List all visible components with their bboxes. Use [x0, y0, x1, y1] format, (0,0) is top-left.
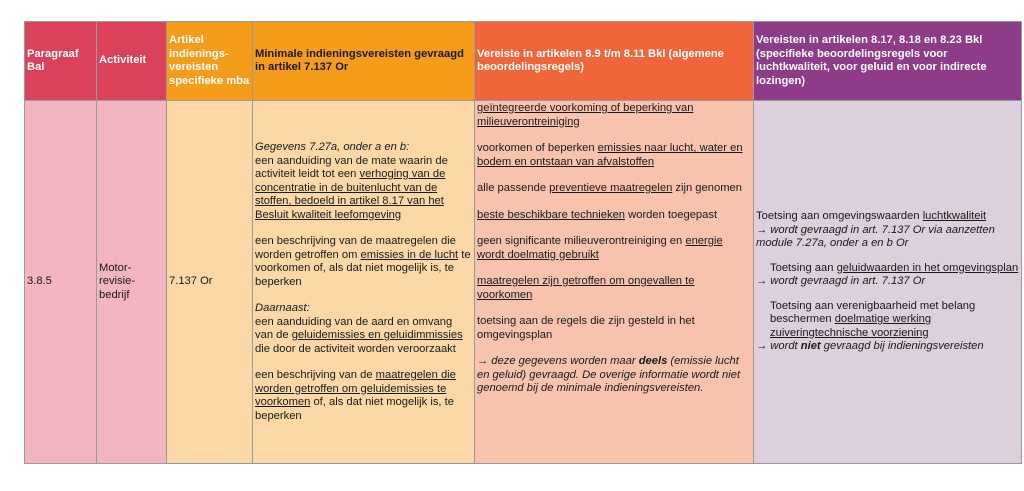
cell-activiteit: Motor-revisie-bedrijf — [97, 101, 167, 464]
toets3-underline: doelmatige werking zuiveringtechnische voorziening — [770, 313, 932, 339]
minimale-p2-underline: emissies in de lucht — [360, 248, 459, 261]
vereiste-l4-underline: beste beschikbare technieken — [477, 208, 626, 221]
vereiste-item-1 — [477, 102, 751, 129]
toets1-note: → wordt gevraagd in art. 7.137 Or via aanzetten module 7.27a, onder a en b Or — [756, 223, 995, 250]
vereiste-note-c: (emissie lucht en geluid) gevraagd. De overige informatie wordt niet genoemd bij de minimale indieningsvereisten. — [477, 355, 741, 394]
vereiste-item-4 — [477, 209, 751, 223]
toets3-note-bold: niet — [800, 340, 821, 353]
vereiste-l1: geïntegreerde voorkoming of beperking van milieuverontreiniging — [477, 102, 694, 128]
toets-zuivering — [756, 300, 1019, 354]
minimale-p2-rest: te voorkomen of, als dat niet mogelijk is, te beperken — [255, 248, 471, 288]
toets2-text: Toetsing aan — [770, 261, 837, 274]
vereiste-l2-underline: emissies naar lucht, water en bodem en ontstaan van afvalstoffen — [477, 142, 743, 168]
header-paragraaf: Paragraaf Bal — [25, 22, 97, 101]
minimale-p1-text: een aanduiding van de mate waarin de activiteit leidt tot een — [255, 154, 448, 180]
cell-vereisten-817 — [754, 101, 1022, 464]
minimale-intro: Gegevens 7.27a, onder a en b: — [255, 141, 410, 153]
vereiste-l6-underline: maatregelen zijn getroffen om ongevallen te voorkomen — [477, 275, 695, 301]
minimale-block-4 — [255, 369, 472, 423]
minimale-p1-underline: verhoging van de concentratie in de buitenlucht van de stoffen, bedoeld in artikel 8.17 van het Besluit kwaliteit leefomgeving — [255, 168, 446, 221]
header-activiteit: Activiteit — [97, 22, 167, 101]
minimale-p4-text: een beschrijving van de — [255, 369, 376, 381]
cell-vereiste-89 — [475, 101, 754, 464]
cell-paragraaf: 3.8.5 — [25, 101, 97, 464]
toets2-underline: geluidwaarden in het omgevingsplan — [836, 261, 1019, 274]
toets3-note-c: gevraagd bij indieningsvereisten — [820, 340, 984, 353]
header-vereisten-817: Vereisten in artikelen 8.17, 8.18 en 8.23 Bkl (specifieke beoordelingsregels voor luchtkwaliteit, voor geluid en voor indirecte lozingen) — [754, 22, 1022, 101]
minimale-p4-rest: of, als dat niet mogelijk is, te beperken — [255, 396, 454, 422]
vereiste-l5-text: geen significante milieuverontreiniging en — [477, 235, 686, 247]
minimale-daarnaast: Daarnaast: — [255, 302, 310, 314]
vereiste-l3-rest: zijn genomen — [672, 182, 742, 194]
vereiste-item-3 — [477, 182, 751, 196]
requirements-table — [24, 21, 1022, 464]
header-row — [25, 22, 1022, 101]
toets2-note: → wordt gevraagd in art. 7.137 Or — [756, 275, 926, 288]
minimale-p3-rest: die door de activiteit worden veroorzaakt — [255, 342, 456, 355]
vereiste-note-bold: deels — [638, 355, 668, 367]
toets-luchtkwaliteit — [756, 210, 1019, 251]
minimale-p4-underline: maatregelen die worden getroffen om geluidemissies te voorkomen — [255, 369, 456, 408]
toets-geluid — [756, 262, 1019, 289]
vereiste-item-7 — [477, 315, 751, 342]
vereiste-l5-underline: energie wordt doelmatig gebruikt — [477, 235, 723, 261]
minimale-block-3 — [255, 302, 472, 356]
minimale-p3-underline: geluidemissies en geluidimmissies — [291, 329, 463, 341]
toets3-note — [756, 340, 1019, 354]
cell-minimale — [253, 101, 475, 464]
vereiste-note-a: → deze gegevens worden maar — [477, 355, 639, 367]
vereiste-l3-underline: preventieve maatregelen — [549, 182, 673, 194]
vereiste-l3-text: alle passende — [477, 182, 550, 194]
header-artikel: Artikel indienings-vereisten specifieke mba — [167, 22, 253, 101]
vereiste-l7: toetsing aan de regels die zijn gesteld in het omgevingsplan — [477, 315, 695, 341]
toets3-note-a: → wordt — [756, 340, 801, 353]
toets3-text: Toetsing aan verenigbaarheid met belang beschermen — [770, 299, 976, 326]
header-minimale: Minimale indieningsvereisten gevraagd in artikel 7.137 Or — [253, 22, 475, 101]
vereiste-l2-text: voorkomen of beperken — [477, 142, 598, 154]
vereiste-note — [477, 355, 751, 396]
minimale-p2-text: een beschrijving van de maatregelen die worden getroffen om — [255, 235, 456, 261]
minimale-block-2 — [255, 235, 472, 289]
vereiste-item-6 — [477, 275, 751, 302]
table-row — [25, 101, 1022, 464]
vereiste-l4-rest: worden toegepast — [625, 208, 718, 221]
vereiste-item-5 — [477, 235, 751, 262]
vereiste-item-2 — [477, 142, 751, 169]
cell-artikel: 7.137 Or — [167, 101, 253, 464]
toets1-text: Toetsing aan omgevingswaarden — [756, 210, 923, 223]
minimale-block-1 — [255, 141, 472, 222]
header-vereiste-89: Vereiste in artikelen 8.9 t/m 8.11 Bkl (algemene beoordelingsregels) — [475, 22, 754, 101]
minimale-p3-text: een aanduiding van de aard en omvang van de — [255, 315, 453, 341]
toets1-underline: luchtkwaliteit — [922, 210, 987, 223]
